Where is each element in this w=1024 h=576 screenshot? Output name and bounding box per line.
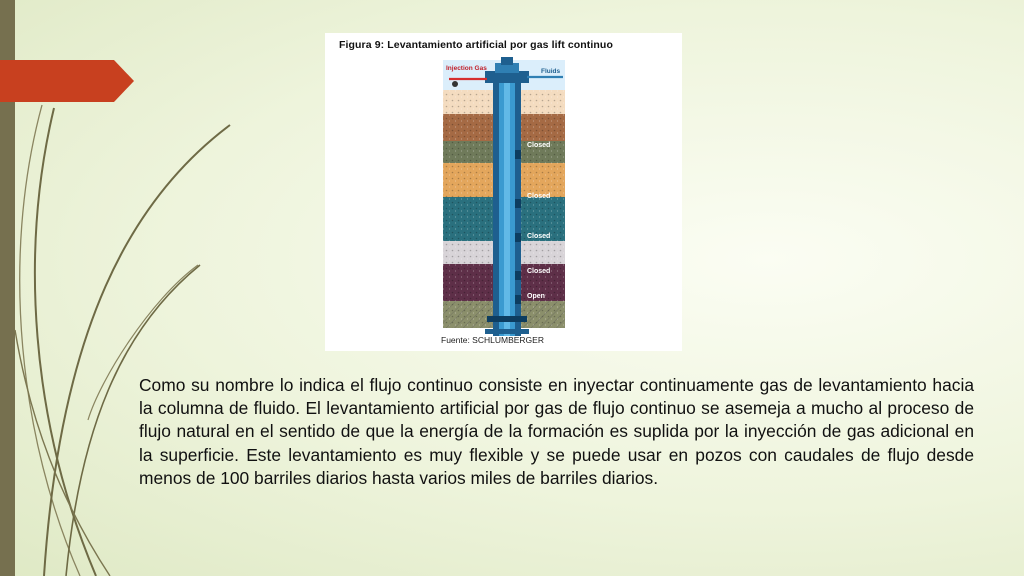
packer xyxy=(487,316,527,322)
valve-status-closed-2: Closed xyxy=(527,193,551,200)
valve-status-closed-4: Closed xyxy=(527,268,551,275)
red-arrow-banner xyxy=(0,60,134,102)
valve-status-closed-3: Closed xyxy=(527,233,551,240)
fluids-label: Fluids xyxy=(541,68,561,75)
valve-status-closed-1: Closed xyxy=(527,142,551,149)
injection-gas-label: Injection Gas xyxy=(446,65,487,72)
gas-lift-figure xyxy=(325,33,682,351)
figure-source: Fuente: SCHLUMBERGER xyxy=(441,335,544,345)
body-paragraph: Como su nombre lo indica el flujo continuo consiste en inyectar continuamente gas de levantamiento hacia la columna de fluido. El levantamiento artificial por gas de flujo continuo se asemeja a mucho al proceso de flujo natural en el sentido de que la energía de la formación es suplida por la inyección de gas adicional en la superficie. Este levantamiento es muy flexible y se puede usar en pozos con caudales de flujo desde menos de 100 barriles diarios hasta varios miles de barriles diarios. xyxy=(139,375,974,488)
well-diagram xyxy=(325,33,682,351)
figure-title: Figura 9: Levantamiento artificial por gas lift continuo xyxy=(339,39,613,51)
valve-status-open: Open xyxy=(527,293,545,300)
